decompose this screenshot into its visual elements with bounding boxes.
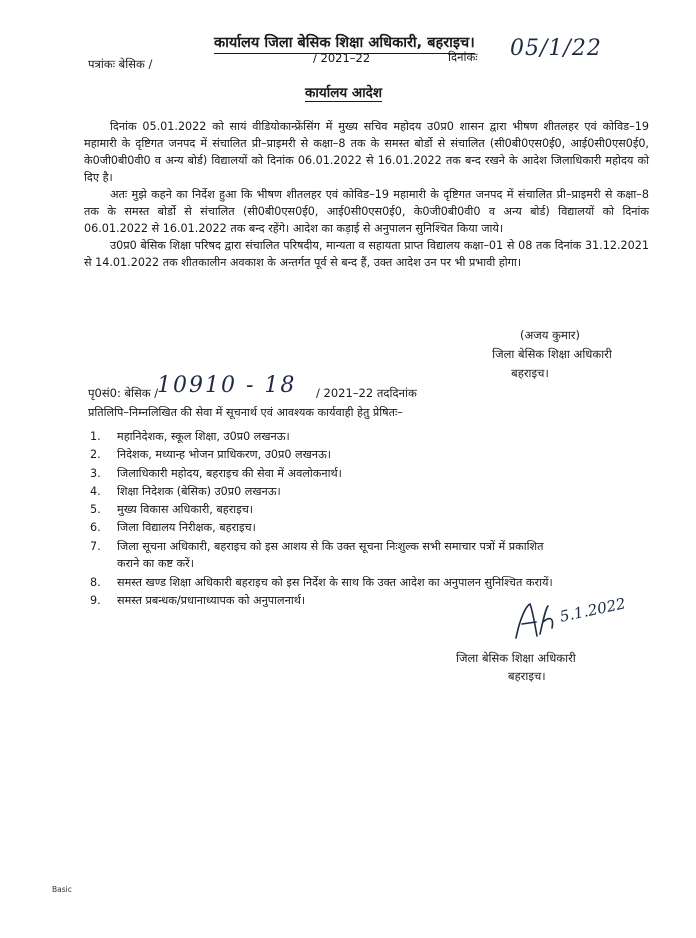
list-item-text: निदेशक, मध्यान्ह भोजन प्राधिकरण, उ0प्र0 लखनऊ।: [117, 448, 331, 462]
paragraph-1: दिनांक 05.01.2022 को सायं वीडियोकान्फ्रेंसिंग में मुख्य सचिव महोदय उ0प्र0 शासन द्वारा भीषण शीतलहर एवं कोविड–19 महामारी के दृष्टिगत जनपद में संचालित प्री–प्राइमरी से कक्षा–8 तक के समस्त बोर्डो से संचालित (सी0बी0एस0ई0, आई0सी0एस0ई0, के0जी0बी0वी0 व अन्य बोर्ड) विद्यालयों को दिनांक 06.01.2022 से 16.01.2022 तक बन्द रखने के आदेश जिलाधिकारी महोदय को दिए है।: [84, 120, 649, 184]
handwritten-date: 05/1/22: [510, 36, 602, 61]
list-item-number: 4.: [90, 484, 101, 498]
signatory-name: (अजय कुमार): [519, 328, 580, 342]
list-item: [86, 428, 651, 446]
bottom-designation: जिला बेसिक शिक्षा अधिकारी: [456, 651, 576, 665]
list-item-number: 5.: [90, 503, 101, 517]
list-item-number: 2.: [90, 448, 101, 462]
copy-ref-label: पृ0सं0: बेसिक /: [88, 386, 159, 400]
list-item-number: 7.: [90, 539, 101, 553]
copy-ref-suffix: / 2021–22 तददिनांक: [316, 386, 417, 400]
letter-number-label: पत्रांकः बेसिक /: [88, 57, 153, 71]
paragraph-2: अतः मुझे कहने का निर्देश हुआ कि भीषण शीतलहर एवं कोविड–19 महामारी के दृष्टिगत जनपद में संचालित प्री–प्राइमरी से कक्षा–8 तक के समस्त बोर्डो से संचालित (सी0बी0एस0ई0, आई0सी0एस0ई0, के0जी0बी0वी0 व अन्य बोर्ड) विद्यालयों को दिनांक 06.01.2022 से 16.01.2022 तक बन्द रहेंगे। आदेश का कड़ाई से अनुपालन सुनिश्चित किया जाये।: [84, 188, 649, 235]
list-item-text: समस्त प्रबन्धक/प्रधानाध्यापक को अनुपालनार्थ।: [117, 593, 306, 607]
date-label: दिनांकः: [448, 50, 478, 64]
list-item: [86, 519, 651, 537]
handwritten-signature-date: 5.1.2022: [558, 594, 628, 626]
list-item: [86, 483, 651, 501]
list-item-text: जिला सूचना अधिकारी, बहराइच को इस आशय से कि उक्त सूचना निःशुल्क सभी समाचार पत्रों में प्रकाशित कराने का कष्ट करें।: [117, 539, 544, 571]
list-item: [86, 465, 651, 483]
list-item: [86, 501, 651, 519]
order-title: कार्यालय आदेश: [305, 85, 383, 101]
list-item-text: समस्त खण्ड शिक्षा अधिकारी बहराइच को इस निर्देश के साथ कि उक्त आदेश का अनुपालन सुनिश्चित करायें।: [117, 575, 553, 589]
list-item-text: मुख्य विकास अधिकारी, बहराइच।: [117, 503, 254, 517]
distribution-list: [86, 428, 651, 610]
list-item-number: 1.: [90, 430, 101, 443]
list-item-number: 6.: [90, 521, 101, 535]
letter-year: / 2021–22: [313, 51, 371, 65]
paragraph-3: उ0प्र0 बेसिक शिक्षा परिषद द्वारा संचालित परिषदीय, मान्यता व सहायता प्राप्त विद्यालय कक्षा–01 से 08 तक दिनांक 31.12.2021 से 14.01.2022 तक शीतकालीन अवकाश के अन्तर्गत पूर्व से बन्द हैं, उक्त आदेश उन पर भी प्रभावी होगा।: [84, 239, 649, 269]
copy-intro: प्रतिलिपि–निम्नलिखित की सेवा में सूचनार्थ एवं आवश्यक कार्यवाही हेतु प्रेषितः–: [88, 406, 403, 419]
list-item: [86, 538, 651, 573]
list-item: [86, 446, 651, 464]
list-item-number: 8.: [90, 575, 101, 589]
order-body: [84, 118, 649, 271]
signatory-location: बहराइच।: [511, 366, 549, 380]
bottom-location: बहराइच।: [508, 669, 546, 683]
list-item: [86, 574, 651, 592]
list-item-text: जिलाधिकारी महोदय, बहराइच की सेवा में अवलोकनार्थ।: [117, 466, 342, 480]
list-item-number: 3.: [90, 466, 101, 480]
footer-note: Basic: [52, 885, 72, 894]
list-item-text: जिला विद्यालय निरीक्षक, बहराइच।: [117, 521, 256, 535]
copy-ref-handwritten: 10910 - 18: [157, 373, 297, 398]
list-item-number: 9.: [90, 593, 101, 607]
office-title: कार्यालय जिला बेसिक शिक्षा अधिकारी, बहराइच।: [214, 32, 475, 54]
list-item-text: शिक्षा निदेशक (बेसिक) उ0प्र0 लखनऊ।: [117, 484, 281, 498]
list-item-text: महानिदेशक, स्कूल शिक्षा, उ0प्र0 लखनऊ।: [117, 430, 290, 443]
signatory-designation: जिला बेसिक शिक्षा अधिकारी: [492, 347, 612, 361]
